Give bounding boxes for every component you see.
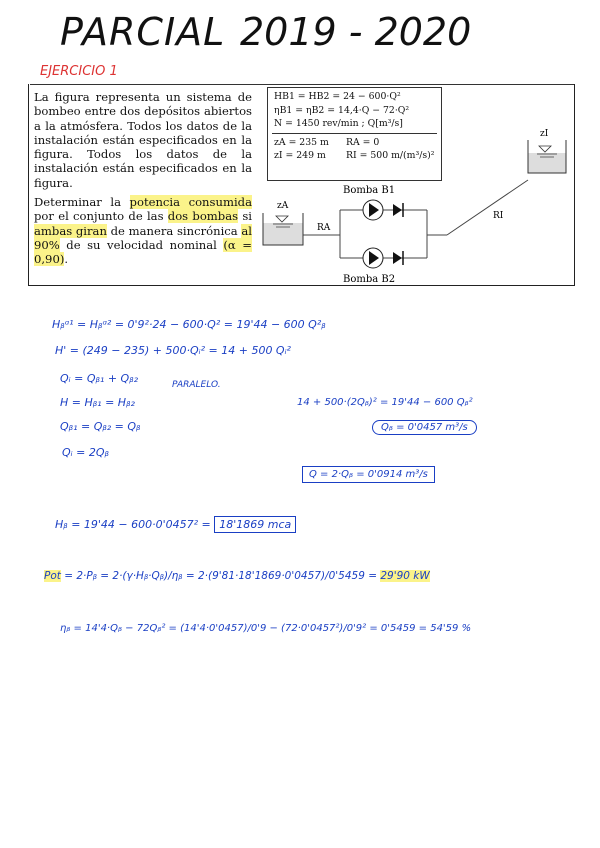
work-right-2: Qᵦ = 0'0457 m³/s: [372, 420, 477, 435]
formula-ri: RI = 500 m/(m³/s)²: [346, 150, 435, 161]
label-ri: RI: [493, 211, 504, 221]
work-line-6: Qᵢ = 2Qᵦ: [62, 446, 109, 459]
formula-ra: RA = 0: [346, 136, 380, 148]
work-right-3: Q = 2·Qᵦ = 0'0914 m³/s: [302, 466, 435, 483]
pump-b1: [363, 200, 403, 220]
label-bomba-b1: Bomba B1: [343, 185, 396, 196]
work-line-2: H' = (249 − 235) + 500·Qᵢ² = 14 + 500 Qᵢ²: [55, 344, 291, 357]
page-years: 2019 - 2020: [240, 10, 472, 54]
label-za: zA: [277, 201, 289, 211]
work-line-1: Hᵦᵅ¹ = Hᵦᵅ² = 0'9²·24 − 600·Q² = 19'44 − 600 Q²ᵦ: [52, 318, 326, 331]
pump-diagram: [255, 118, 575, 286]
work-line-3: Qᵢ = Qᵦ₁ + Qᵦ₂: [60, 372, 139, 385]
label-ra: RA: [317, 223, 331, 233]
lower-reservoir: [263, 213, 303, 245]
work-line-7: Hᵦ = 19'44 − 600·0'0457² = 18'1869 mca: [55, 518, 296, 531]
work-line-5: Qᵦ₁ = Qᵦ₂ = Qᵦ: [60, 420, 141, 433]
label-zi: zI: [540, 129, 549, 139]
statement-p2: Determinar la potencia consumida por el conjunto de las dos bombas si ambas giran de manera sincrónica al 90% de su velocidad nominal (α = 0,90).: [34, 195, 252, 267]
formula-speed: N = 1450 rev/min ; Q[m³/s]: [274, 118, 403, 129]
pot-label: Pot: [44, 570, 61, 582]
head-result: 18'1869 mca: [214, 516, 296, 533]
work-line-9: ηᵦ = 14'4·Qᵦ − 72Qᵦ² = (14'4·0'0457)/0'9 − (72·0'0457²)/0'9² = 0'5459 = 54'59 %: [60, 623, 472, 634]
work-parallel-note: PARALELO.: [172, 380, 221, 390]
formula-zi: zI = 249 m: [274, 150, 326, 161]
pump-b2: [363, 248, 403, 268]
problem-statement: [34, 90, 252, 272]
work-line-8: Pot = 2·Pᵦ = 2·(γ·Hᵦ·Qᵦ)/ηᵦ = 2·(9'81·18'1869·0'0457)/0'5459 = 29'90 kW: [44, 570, 430, 582]
work-line-4: H = Hᵦ₁ = Hᵦ₂: [60, 396, 135, 409]
statement-p1: La figura representa un sistema de bombeo entre dos depósitos abiertos a la atmósfera. Todos los datos de la instalación están especificados en la figura. Todos los datos de la instalación están especificados en la figura.: [34, 90, 252, 190]
upper-reservoir: [528, 140, 566, 173]
power-result: 29'90 kW: [380, 570, 430, 582]
formula-efficiency: ηB1 = ηB2 = 14,4·Q − 72·Q²: [274, 104, 410, 116]
work-right-1: 14 + 500·(2Qᵦ)² = 19'44 − 600 Qᵦ²: [297, 397, 473, 408]
exercise-label: EJERCICIO 1: [40, 64, 118, 79]
formula-za: zA = 235 m: [274, 136, 329, 148]
label-bomba-b2: Bomba B2: [343, 274, 396, 285]
page-title: PARCIAL: [60, 10, 226, 54]
formula-head: HB1 = HB2 = 24 − 600·Q²: [274, 91, 401, 102]
